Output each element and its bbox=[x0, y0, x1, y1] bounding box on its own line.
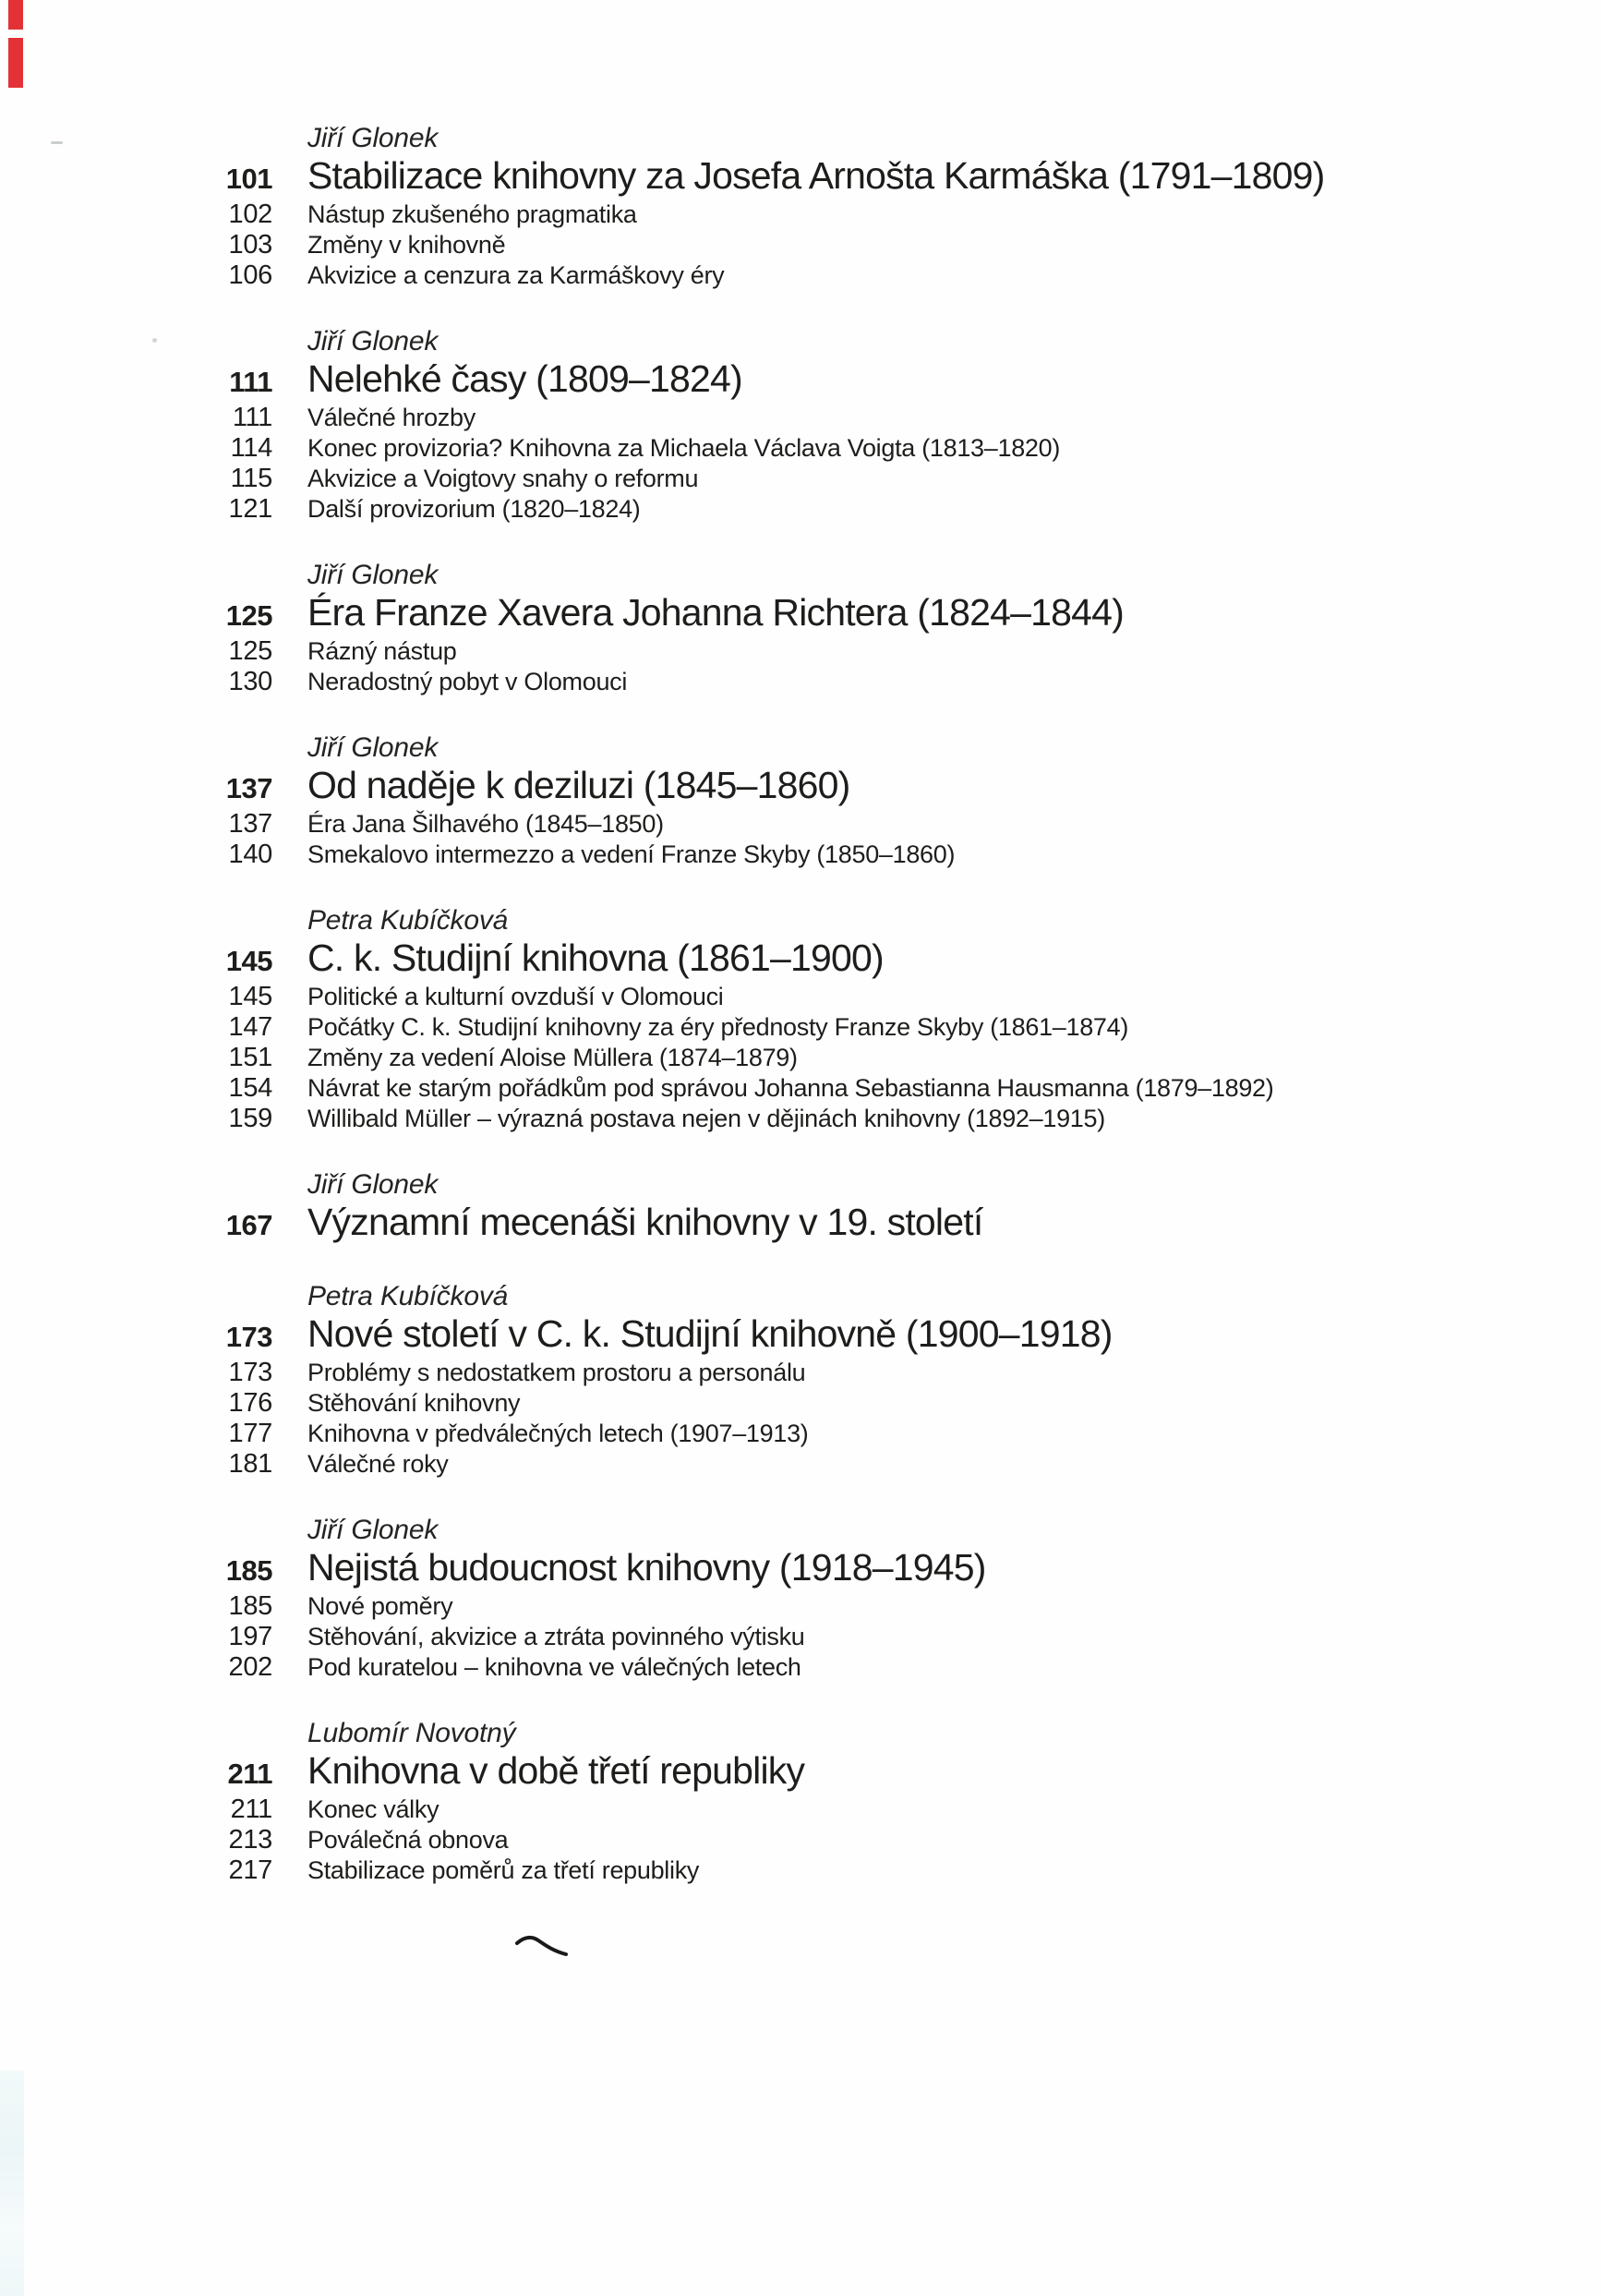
chapter-page-number: 167 bbox=[225, 1209, 272, 1241]
author-name: Jiří Glonek bbox=[307, 560, 439, 590]
entry-title: Problémy s nedostatkem prostoru a personálu bbox=[307, 1359, 806, 1386]
entry-title: Návrat ke starým pořádkům pod správou Johanna Sebastianna Hausmanna (1879–1892) bbox=[307, 1074, 1274, 1102]
toc-entry-row bbox=[0, 464, 1601, 494]
scan-artifact-red-bar-top bbox=[8, 0, 23, 30]
toc-entry-row bbox=[0, 1795, 1601, 1825]
entry-title: Stabilizace poměrů za třetí republiky bbox=[307, 1856, 700, 1884]
chapter-title: Nejistá budoucnost knihovny (1918–1945) bbox=[307, 1546, 986, 1589]
entry-title: Stěhování knihovny bbox=[307, 1389, 521, 1417]
chapter-page-number: 125 bbox=[225, 599, 272, 632]
author-name: Jiří Glonek bbox=[307, 123, 439, 153]
entry-title: Konec provizoria? Knihovna za Michaela Václava Voigta (1813–1820) bbox=[307, 434, 1061, 462]
entry-title: Další provizorium (1820–1824) bbox=[307, 495, 641, 523]
entry-page-number: 159 bbox=[228, 1104, 272, 1133]
author-name: Jiří Glonek bbox=[307, 732, 439, 763]
entry-title: Rázný nástup bbox=[307, 637, 457, 665]
entry-page-number: 217 bbox=[228, 1855, 272, 1885]
entry-title: Nástup zkušeného pragmatika bbox=[307, 200, 637, 228]
toc-section bbox=[0, 121, 1601, 291]
entry-page-number: 111 bbox=[232, 403, 272, 432]
entry-page-number: 114 bbox=[230, 433, 272, 463]
chapter-title: Nelehké časy (1809–1824) bbox=[307, 357, 742, 400]
toc-entry-row bbox=[0, 1104, 1601, 1134]
chapter-title: Významní mecenáši knihovny v 19. století bbox=[307, 1201, 983, 1243]
author-name: Jiří Glonek bbox=[307, 326, 439, 356]
toc-section bbox=[0, 558, 1601, 697]
toc-section bbox=[0, 903, 1601, 1134]
entry-title: Válečné roky bbox=[307, 1450, 449, 1478]
toc-section bbox=[0, 1513, 1601, 1683]
chapter-page-number: 101 bbox=[225, 163, 272, 195]
entry-title: Knihovna v předválečných letech (1907–1913) bbox=[307, 1420, 809, 1447]
toc-entry-row bbox=[0, 1388, 1601, 1419]
entry-page-number: 177 bbox=[228, 1419, 272, 1448]
toc-section bbox=[0, 324, 1601, 525]
chapter-row bbox=[0, 1313, 1601, 1358]
entry-title: Změny v knihovně bbox=[307, 231, 506, 259]
entry-page-number: 106 bbox=[228, 260, 272, 290]
entry-title: Pod kuratelou – knihovna ve válečných letech bbox=[307, 1653, 801, 1681]
chapter-row bbox=[0, 1202, 1601, 1246]
entry-title: Éra Jana Šilhavého (1845–1850) bbox=[307, 810, 664, 838]
chapter-title: Nové století v C. k. Studijní knihovně (1900–1918) bbox=[307, 1312, 1113, 1355]
chapter-title: Knihovna v době třetí republiky bbox=[307, 1749, 805, 1792]
toc-entry-row bbox=[0, 636, 1601, 667]
toc-section bbox=[0, 1279, 1601, 1480]
toc-entry-row bbox=[0, 1012, 1601, 1043]
toc-section bbox=[0, 1167, 1601, 1246]
entry-page-number: 130 bbox=[228, 667, 272, 696]
chapter-page-number: 145 bbox=[225, 945, 272, 977]
chapter-page-number: 173 bbox=[225, 1321, 272, 1353]
toc-entry-row bbox=[0, 1449, 1601, 1480]
entry-page-number: 103 bbox=[228, 230, 272, 260]
toc-entry-row bbox=[0, 1591, 1601, 1622]
chapter-row bbox=[0, 937, 1601, 982]
table-of-contents bbox=[0, 121, 1601, 1919]
author-name: Petra Kubíčková bbox=[307, 905, 509, 936]
toc-entry-row bbox=[0, 1652, 1601, 1683]
chapter-row bbox=[0, 155, 1601, 199]
entry-page-number: 181 bbox=[228, 1449, 272, 1479]
chapter-row bbox=[0, 1547, 1601, 1591]
author-name: Jiří Glonek bbox=[307, 1169, 439, 1200]
chapter-page-number: 211 bbox=[227, 1758, 272, 1790]
entry-page-number: 211 bbox=[230, 1795, 272, 1824]
entry-page-number: 115 bbox=[230, 464, 272, 493]
toc-entry-row bbox=[0, 1855, 1601, 1886]
entry-title: Poválečná obnova bbox=[307, 1826, 509, 1854]
entry-title: Smekalovo intermezzo a vedení Franze Skyby (1850–1860) bbox=[307, 840, 956, 868]
entry-title: Akvizice a Voigtovy snahy o reformu bbox=[307, 465, 699, 492]
entry-page-number: 213 bbox=[228, 1825, 272, 1855]
handwritten-squiggle-mark bbox=[513, 1932, 572, 1965]
scan-artifact-red-bar-lower bbox=[8, 38, 23, 88]
toc-section bbox=[0, 731, 1601, 870]
toc-entry-row bbox=[0, 809, 1601, 840]
entry-page-number: 154 bbox=[228, 1073, 272, 1103]
entry-page-number: 173 bbox=[228, 1358, 272, 1387]
chapter-page-number: 111 bbox=[229, 366, 272, 398]
scan-artifact-edge-strip bbox=[0, 2071, 24, 2296]
chapter-title: C. k. Studijní knihovna (1861–1900) bbox=[307, 937, 884, 979]
author-name: Petra Kubíčková bbox=[307, 1281, 509, 1311]
entry-page-number: 121 bbox=[228, 494, 272, 524]
entry-title: Válečné hrozby bbox=[307, 404, 475, 431]
toc-entry-row bbox=[0, 230, 1601, 260]
entry-page-number: 137 bbox=[228, 809, 272, 839]
toc-entry-row bbox=[0, 1043, 1601, 1073]
toc-entry-row bbox=[0, 1419, 1601, 1449]
entry-page-number: 125 bbox=[228, 636, 272, 666]
entry-title: Stěhování, akvizice a ztráta povinného výtisku bbox=[307, 1623, 805, 1650]
toc-entry-row bbox=[0, 840, 1601, 870]
entry-title: Změny za vedení Aloise Müllera (1874–1879) bbox=[307, 1044, 798, 1071]
toc-entry-row bbox=[0, 260, 1601, 291]
toc-entry-row bbox=[0, 494, 1601, 525]
chapter-page-number: 185 bbox=[225, 1554, 272, 1587]
chapter-page-number: 137 bbox=[225, 772, 272, 804]
toc-entry-row bbox=[0, 433, 1601, 464]
entry-page-number: 185 bbox=[228, 1591, 272, 1621]
toc-entry-row bbox=[0, 982, 1601, 1012]
entry-title: Konec války bbox=[307, 1795, 439, 1823]
entry-title: Neradostný pobyt v Olomouci bbox=[307, 668, 628, 695]
toc-entry-row bbox=[0, 1622, 1601, 1652]
chapter-title: Od naděje k deziluzi (1845–1860) bbox=[307, 764, 850, 806]
entry-title: Willibald Müller – výrazná postava nejen v dějinách knihovny (1892–1915) bbox=[307, 1105, 1105, 1132]
toc-section bbox=[0, 1716, 1601, 1886]
chapter-title: Éra Franze Xavera Johanna Richtera (1824–1844) bbox=[307, 591, 1124, 634]
chapter-row bbox=[0, 765, 1601, 809]
author-name: Jiří Glonek bbox=[307, 1515, 439, 1545]
toc-entry-row bbox=[0, 1358, 1601, 1388]
entry-page-number: 151 bbox=[228, 1043, 272, 1072]
chapter-row bbox=[0, 358, 1601, 403]
toc-entry-row bbox=[0, 1073, 1601, 1104]
entry-title: Politické a kulturní ovzduší v Olomouci bbox=[307, 983, 724, 1010]
entry-page-number: 147 bbox=[228, 1012, 272, 1042]
entry-title: Počátky C. k. Studijní knihovny za éry přednosty Franze Skyby (1861–1874) bbox=[307, 1013, 1129, 1041]
entry-page-number: 176 bbox=[228, 1388, 272, 1418]
entry-page-number: 140 bbox=[228, 840, 272, 869]
entry-title: Akvizice a cenzura za Karmáškovy éry bbox=[307, 261, 725, 289]
author-name: Lubomír Novotný bbox=[307, 1718, 516, 1748]
entry-page-number: 202 bbox=[228, 1652, 272, 1682]
chapter-title: Stabilizace knihovny za Josefa Arnošta Karmáška (1791–1809) bbox=[307, 154, 1325, 197]
entry-title: Nové poměry bbox=[307, 1592, 453, 1620]
entry-page-number: 145 bbox=[228, 982, 272, 1011]
entry-page-number: 102 bbox=[228, 199, 272, 229]
toc-entry-row bbox=[0, 403, 1601, 433]
chapter-row bbox=[0, 1750, 1601, 1795]
toc-entry-row bbox=[0, 1825, 1601, 1855]
chapter-row bbox=[0, 592, 1601, 636]
toc-entry-row bbox=[0, 199, 1601, 230]
toc-entry-row bbox=[0, 667, 1601, 697]
entry-page-number: 197 bbox=[228, 1622, 272, 1651]
